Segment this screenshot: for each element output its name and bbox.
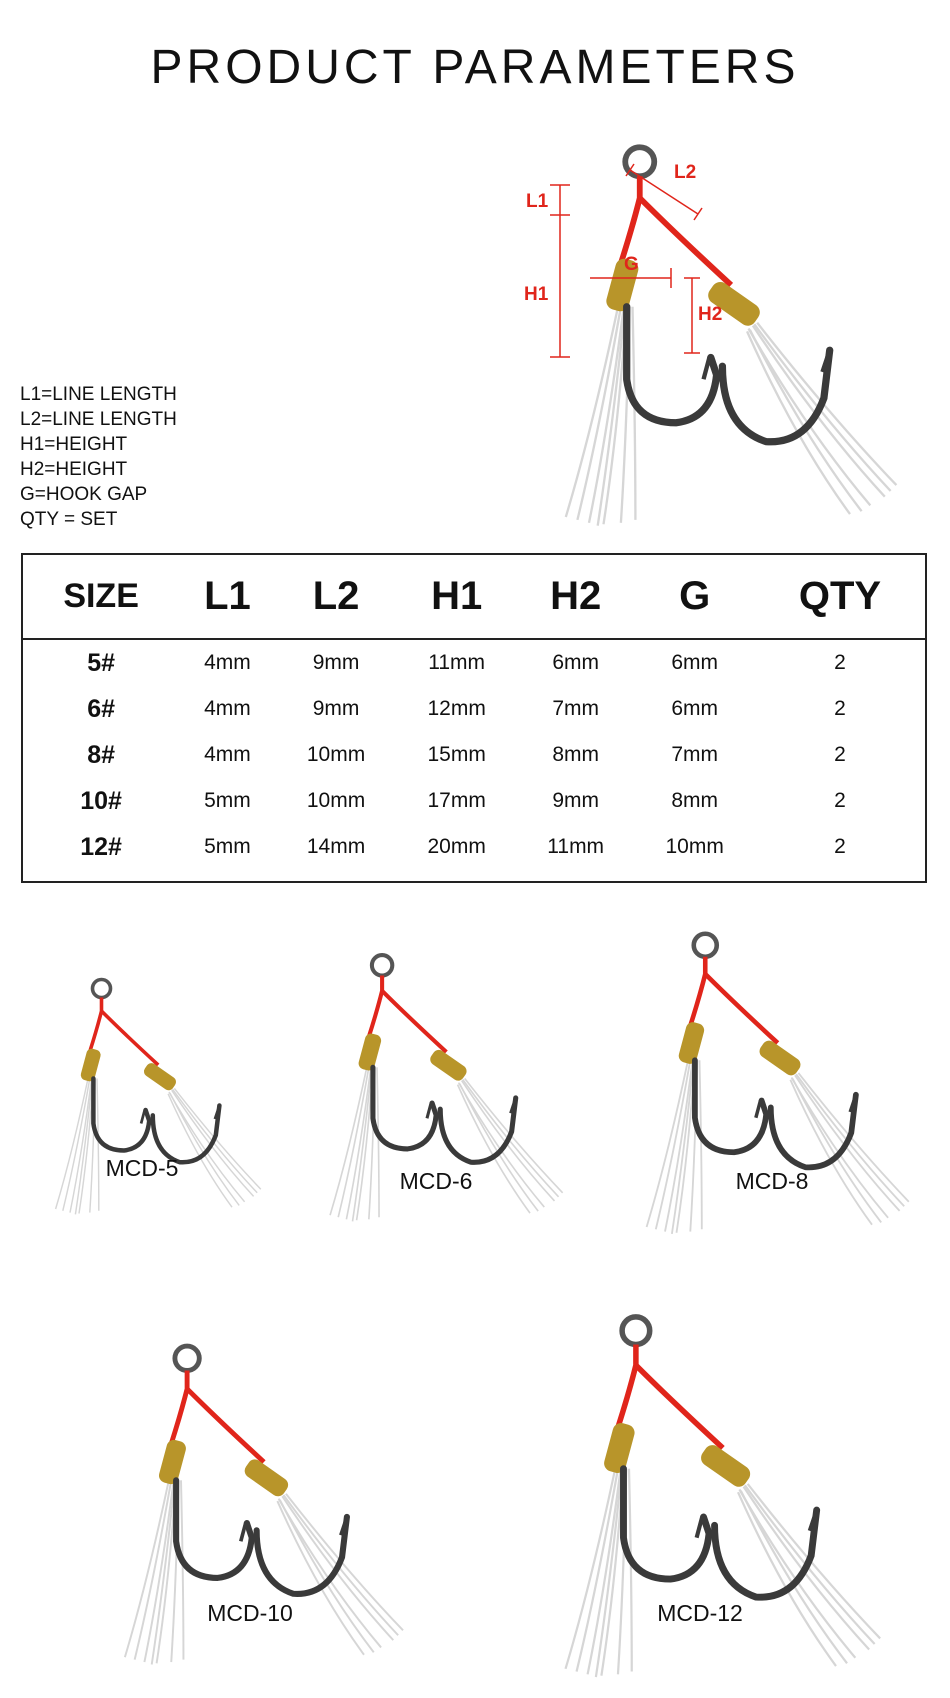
g-cell: 8mm — [671, 789, 718, 812]
l2-cell: 9mm — [312, 651, 360, 674]
product-label: MCD-10 — [207, 1600, 293, 1626]
l1-cell: 5mm — [204, 789, 251, 812]
l1-cell: 4mm — [204, 743, 251, 766]
h1-cell: 20mm — [427, 835, 486, 858]
table-row — [23, 778, 925, 824]
header-size: SIZE — [23, 555, 179, 639]
legend-item: H2=HEIGHT — [20, 459, 128, 480]
qty-cell: 2 — [834, 651, 846, 674]
l2-cell: 10mm — [306, 789, 366, 812]
h2-cell: 8mm — [552, 743, 599, 766]
table-row — [23, 732, 925, 778]
h1-cell: 15mm — [427, 743, 486, 766]
dimension-diagram — [520, 140, 940, 530]
header-l1: L1 — [179, 555, 276, 639]
product-mcd-5 — [22, 975, 262, 1215]
product-label: MCD-5 — [105, 1155, 179, 1181]
hook-image — [500, 1310, 900, 1695]
l2-cell: 9mm — [312, 697, 360, 720]
header-qty: QTY — [755, 555, 925, 639]
l1-cell: 4mm — [204, 697, 251, 720]
l1-cell: 5mm — [204, 835, 251, 858]
product-label: MCD-6 — [399, 1168, 473, 1194]
size-cell: 10# — [80, 786, 122, 815]
table-row — [23, 824, 925, 870]
l1-cell: 4mm — [204, 651, 251, 674]
hook-image — [70, 1340, 430, 1690]
l2-cell: 14mm — [306, 835, 366, 858]
qty-cell: 2 — [834, 743, 846, 766]
header-g: G — [634, 555, 755, 639]
size-cell: 6# — [87, 694, 116, 723]
l1-label: L1 — [526, 191, 549, 212]
h2-cell: 6mm — [552, 651, 599, 674]
qty-cell: 2 — [834, 789, 846, 812]
parameters-table — [21, 553, 927, 883]
product-mcd-6 — [296, 950, 576, 1225]
hook-illustration — [566, 147, 897, 525]
h1-cell: 12mm — [427, 697, 486, 720]
header-h1: H1 — [396, 555, 517, 639]
l2-cell: 10mm — [306, 743, 366, 766]
h2-cell: 9mm — [552, 789, 599, 812]
product-label: MCD-12 — [657, 1600, 743, 1626]
qty-cell: 2 — [834, 697, 846, 720]
size-cell: 8# — [87, 740, 116, 769]
g-cell: 10mm — [665, 835, 724, 858]
h2-cell: 7mm — [552, 697, 599, 720]
g-cell: 6mm — [671, 651, 718, 674]
g-cell: 7mm — [671, 743, 718, 766]
h1-cell: 11mm — [428, 651, 486, 674]
header-l2: L2 — [276, 555, 397, 639]
h1-label: H1 — [524, 284, 549, 305]
product-mcd-10 — [70, 1340, 430, 1690]
header-h2: H2 — [517, 555, 634, 639]
product-mcd-8 — [612, 928, 932, 1238]
legend — [20, 382, 177, 532]
h2-cell: 11mm — [547, 835, 605, 858]
legend-item: L1=LINE LENGTH — [20, 384, 177, 405]
page-title: PRODUCT PARAMETERS — [150, 41, 800, 94]
l2-label: L2 — [674, 162, 697, 183]
legend-item: QTY = SET — [20, 509, 118, 530]
size-cell: 5# — [87, 648, 116, 677]
qty-cell: 2 — [834, 835, 846, 858]
legend-item: G=HOOK GAP — [20, 484, 148, 505]
table-header-row — [23, 555, 925, 639]
legend-item: H1=HEIGHT — [20, 434, 128, 455]
table-row — [23, 686, 925, 732]
g-label: G — [624, 254, 639, 275]
h2-label: H2 — [698, 304, 723, 325]
table-row — [23, 639, 925, 686]
h1-cell: 17mm — [427, 789, 486, 812]
product-mcd-12 — [500, 1310, 900, 1695]
legend-item: L2=LINE LENGTH — [20, 409, 177, 430]
product-label: MCD-8 — [735, 1168, 809, 1194]
size-cell: 12# — [80, 832, 122, 861]
g-cell: 6mm — [671, 697, 718, 720]
